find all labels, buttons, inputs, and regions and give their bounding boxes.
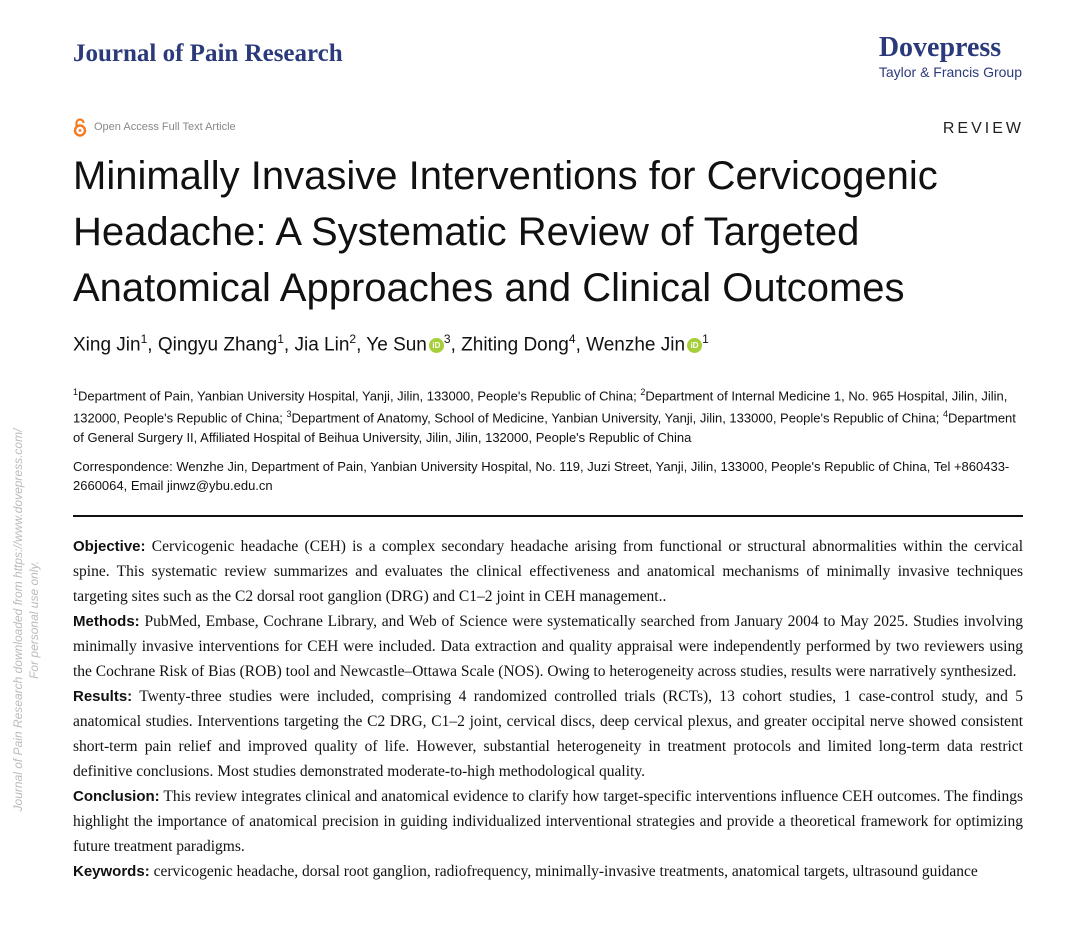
section-divider [73, 515, 1023, 517]
open-access-icon [73, 117, 87, 137]
abstract-keywords-text: cervicogenic headache, dorsal root ganglion, radiofrequency, minimally-invasive treatments, anatomical targets, ultrasound guidance [149, 863, 978, 880]
author-name[interactable]: Xing Jin [73, 334, 141, 356]
abstract-conclusion-label: Conclusion: [73, 788, 160, 805]
author-name[interactable]: Zhiting Dong [461, 334, 569, 356]
author-name[interactable]: Jia Lin [294, 334, 350, 356]
abstract [73, 534, 1023, 884]
article-title: Minimally Invasive Interventions for Cervicogenic Headache: A Systematic Review of Targeted Anatomical Approaches and Clinical Outcomes [73, 154, 938, 310]
orcid-icon[interactable]: iD [687, 338, 702, 353]
abstract-results [73, 684, 1023, 784]
author-affiliation-number: 3 [443, 332, 451, 346]
abstract-keywords [73, 859, 1023, 884]
author-list: Xing Jin$^1$, Qingyu Zhang$^1$, Jia Lin$^2$, Ye Sun iD $^3$, Zhiting Dong$^4$, Wenzhe Jin iD $^1$ [73, 332, 709, 356]
author-name[interactable]: Ye Sun [366, 334, 427, 356]
abstract-methods-text: PubMed, Embase, Cochrane Library, and Web of Science were systematically searched from January 2004 to May 2025. Studies involving minimally invasive interventions for CEH were included. Data extraction and quality appraisal were independently performed by two reviewers using the Cochrane Risk of Bias (ROB) tool and Newcastle–Ottawa Scale (NOS). Owing to heterogeneity across studies, results were narratively synthesized. [73, 613, 1023, 680]
publisher-logo[interactable] [879, 33, 1022, 81]
abstract-objective-text: Cervicogenic headache (CEH) is a complex secondary headache arising from functional or structural abnormalities within the cervical spine. This systematic review summarizes and evaluates the clinical effectiveness and anatomical mechanisms of minimally invasive techniques targeting sites such as the C2 dorsal root ganglion (DRG) and C1–2 joint in CEH management.. [73, 538, 1023, 605]
orcid-icon[interactable]: iD [429, 338, 444, 353]
article-type: REVIEW [942, 120, 1024, 137]
watermark-line-1: Journal of Pain Research downloaded from https://www.dovepress.com/ [11, 428, 25, 812]
affiliation-text: Department of Internal Medicine 1, No. 965 Hospital, Jilin, Jilin, 132000, People's Republic of China; [73, 388, 1008, 426]
publisher-group: Taylor & Francis Group [878, 64, 1022, 80]
abstract-conclusion [73, 784, 1023, 859]
affiliation-number: 4 [942, 409, 948, 420]
watermark-line-2: For personal use only. [27, 561, 41, 679]
abstract-results-label: Results: [73, 688, 133, 705]
author-name[interactable]: Wenzhe Jin [586, 334, 686, 356]
open-access-banner [73, 117, 236, 137]
abstract-methods [73, 609, 1023, 684]
affiliation-number: 2 [640, 387, 646, 397]
author-affiliation-number: 1 [277, 332, 284, 346]
abstract-objective [73, 534, 1023, 609]
journal-name: Journal of Pain Research [73, 40, 343, 67]
author-name[interactable]: Qingyu Zhang [157, 334, 278, 356]
author-affiliation-number: 1 [702, 332, 709, 346]
abstract-keywords-label: Keywords: [73, 863, 150, 880]
author-affiliation-number: 2 [349, 332, 357, 346]
abstract-conclusion-text: This review integrates clinical and anatomical evidence to clarify how target-specific interventions influence CEH outcomes. The findings highlight the importance of anatomical precision in guiding individualized interventional strategies and provide a theoretical framework for optimizing future treatment paradigms. [73, 788, 1023, 855]
affiliation-text: Department of Pain, Yanbian University Hospital, Yanji, Jilin, 133000, People's Republic of China; [78, 388, 641, 404]
correspondence: Correspondence: Wenzhe Jin, Department of Pain, Yanbian University Hospital, No. 119, Juzi Street, Yanji, Jilin, 133000, People's Republic of China, Tel +860433-2660064, Email jinwz@ybu.edu.cn [73, 459, 1010, 493]
affiliation-number: 1 [73, 387, 79, 397]
abstract-results-text: Twenty-three studies were included, comprising 4 randomized controlled trials (RCTs), 13 cohort studies, 1 case-control study, and 5 anatomical studies. Interventions targeting the C2 DRG, C1–2 joint, cervical discs, deep cervical plexus, and greater occipital nerve showed consistent short-term pain relief and improved quality of life. However, substantial heterogeneity in treatment protocols and limited long-term data restrict definitive conclusions. Most studies demonstrated moderate-to-high methodological quality. [73, 688, 1023, 780]
open-access-label: Open Access Full Text Article [94, 121, 236, 133]
affiliation-number: 3 [286, 409, 292, 420]
affiliation-text: Department of General Surgery II, Affiliated Hospital of Beihua University, Jilin, Jilin, 132000, People's Republic of China [73, 410, 1016, 445]
affiliation-text: Department of Anatomy, School of Medicine, Yanbian University, Yanji, Jilin, 133000, People's Republic of China; [291, 410, 943, 426]
author-affiliation-number: 4 [568, 332, 576, 346]
affiliations [73, 383, 1025, 447]
author-affiliation-number: 1 [140, 332, 148, 346]
publisher-brand: Dovepress [878, 32, 1002, 63]
abstract-objective-label: Objective: [73, 538, 146, 555]
abstract-methods-label: Methods: [73, 613, 140, 630]
